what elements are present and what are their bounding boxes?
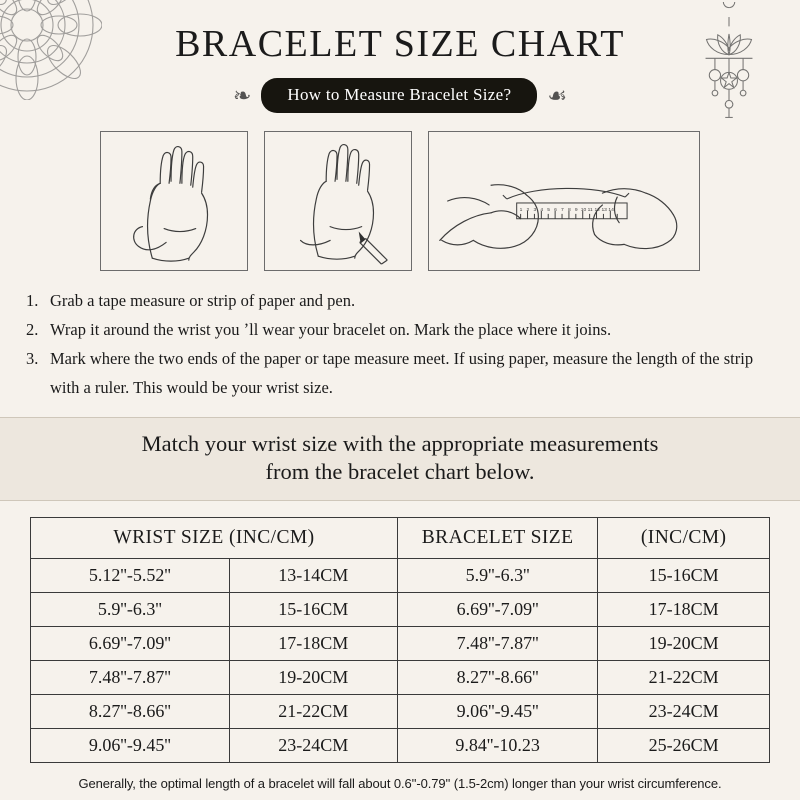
step-number: 1. (26, 291, 39, 310)
cell-bracelet-cm: 23-24CM (598, 694, 770, 728)
table-row (31, 660, 770, 694)
hand-with-paper-strip-icon (101, 132, 247, 270)
left-flourish-icon: ❧ (232, 82, 252, 108)
cell-wrist-inch: 8.27''-8.66'' (31, 694, 230, 728)
pen-tip-icon (359, 232, 366, 244)
cell-bracelet-inch: 5.9''-6.3'' (397, 558, 598, 592)
svg-text:10: 10 (580, 207, 587, 213)
right-flourish-icon: ☙ (547, 82, 568, 108)
instruction-steps (26, 287, 774, 403)
svg-text:6: 6 (554, 207, 557, 213)
illustration-row (0, 131, 800, 271)
svg-text:7: 7 (561, 207, 564, 213)
svg-text:5: 5 (547, 207, 550, 213)
cell-bracelet-cm: 15-16CM (598, 558, 770, 592)
svg-text:13: 13 (601, 207, 607, 213)
table-row (31, 592, 770, 626)
svg-text:2: 2 (526, 207, 530, 213)
cell-wrist-inch: 9.06''-9.45'' (31, 728, 230, 762)
cell-wrist-inch: 5.12''-5.52'' (31, 558, 230, 592)
cell-wrist-cm: 13-14CM (229, 558, 397, 592)
figure-hands-measuring-with-ruler (428, 131, 700, 271)
cell-bracelet-inch: 8.27''-8.66'' (397, 660, 598, 694)
svg-text:8: 8 (567, 207, 571, 213)
table-header-row (31, 517, 770, 558)
cell-wrist-cm: 19-20CM (229, 660, 397, 694)
header-wrist-size: WRIST SIZE (INC/CM) (31, 517, 398, 558)
hands-with-ruler-icon (429, 132, 699, 270)
step-number: 2. (26, 319, 39, 339)
svg-text:12: 12 (594, 207, 601, 213)
table-row (31, 694, 770, 728)
page-title: BRACELET SIZE CHART (175, 23, 625, 65)
step-text: Grab a tape measure or strip of paper and pen. (50, 291, 356, 310)
cell-bracelet-cm: 21-22CM (598, 660, 770, 694)
svg-text:4: 4 (540, 207, 544, 213)
svg-text:3: 3 (533, 207, 537, 213)
hand-with-pen-icon (265, 132, 411, 270)
cell-wrist-inch: 6.69''-7.09'' (31, 626, 230, 660)
svg-text:14: 14 (608, 207, 614, 213)
lotus-ornament-icon (686, 2, 772, 124)
header-bracelet-size: BRACELET SIZE (397, 517, 598, 558)
table-row (31, 728, 770, 762)
footnote: Generally, the optimal length of a bracelet will fall about 0.6''-0.79'' (1.5-2cm) longer than your wrist circumference. (78, 775, 722, 791)
cell-wrist-inch: 7.48''-7.87'' (31, 660, 230, 694)
band-line-2: from the bracelet chart below. (265, 458, 535, 484)
cell-wrist-inch: 5.9''-6.3'' (31, 592, 230, 626)
list-item (26, 287, 774, 316)
figure-hand-with-paper-strip (100, 131, 248, 271)
step-text: Wrap it around the wrist you ʼll wear your bracelet on. Mark the place where it joins. (50, 319, 612, 339)
match-instruction-band (0, 417, 800, 501)
cell-bracelet-inch: 6.69''-7.09'' (397, 592, 598, 626)
list-item (26, 345, 774, 403)
svg-text:11: 11 (587, 207, 593, 213)
bracelet-size-table (30, 517, 770, 763)
subtitle-row (0, 78, 800, 113)
header-bracelet-unit: (INC/CM) (598, 517, 770, 558)
band-line-1: Match your wrist size with the appropriate measurements (141, 430, 659, 456)
svg-text:9: 9 (574, 207, 578, 213)
svg-text:1: 1 (519, 207, 523, 213)
list-item (26, 316, 774, 345)
step-number: 3. (26, 348, 39, 368)
subtitle-pill: How to Measure Bracelet Size? (261, 78, 537, 113)
figure-hand-with-pen-marking (264, 131, 412, 271)
table-row (31, 626, 770, 660)
cell-bracelet-inch: 9.06''-9.45'' (397, 694, 598, 728)
table-row (31, 558, 770, 592)
cell-wrist-cm: 21-22CM (229, 694, 397, 728)
cell-wrist-cm: 23-24CM (229, 728, 397, 762)
cell-wrist-cm: 17-18CM (229, 626, 397, 660)
cell-bracelet-cm: 25-26CM (598, 728, 770, 762)
cell-bracelet-cm: 17-18CM (598, 592, 770, 626)
step-text: Mark where the two ends of the paper or tape measure meet. If using paper, measure the length of the strip with a ruler. This would be your wrist size. (50, 348, 754, 397)
cell-wrist-cm: 15-16CM (229, 592, 397, 626)
cell-bracelet-cm: 19-20CM (598, 626, 770, 660)
cell-bracelet-inch: 9.84''-10.23 (397, 728, 598, 762)
cell-bracelet-inch: 7.48''-7.87'' (397, 626, 598, 660)
mandala-ornament-icon (0, 0, 102, 100)
